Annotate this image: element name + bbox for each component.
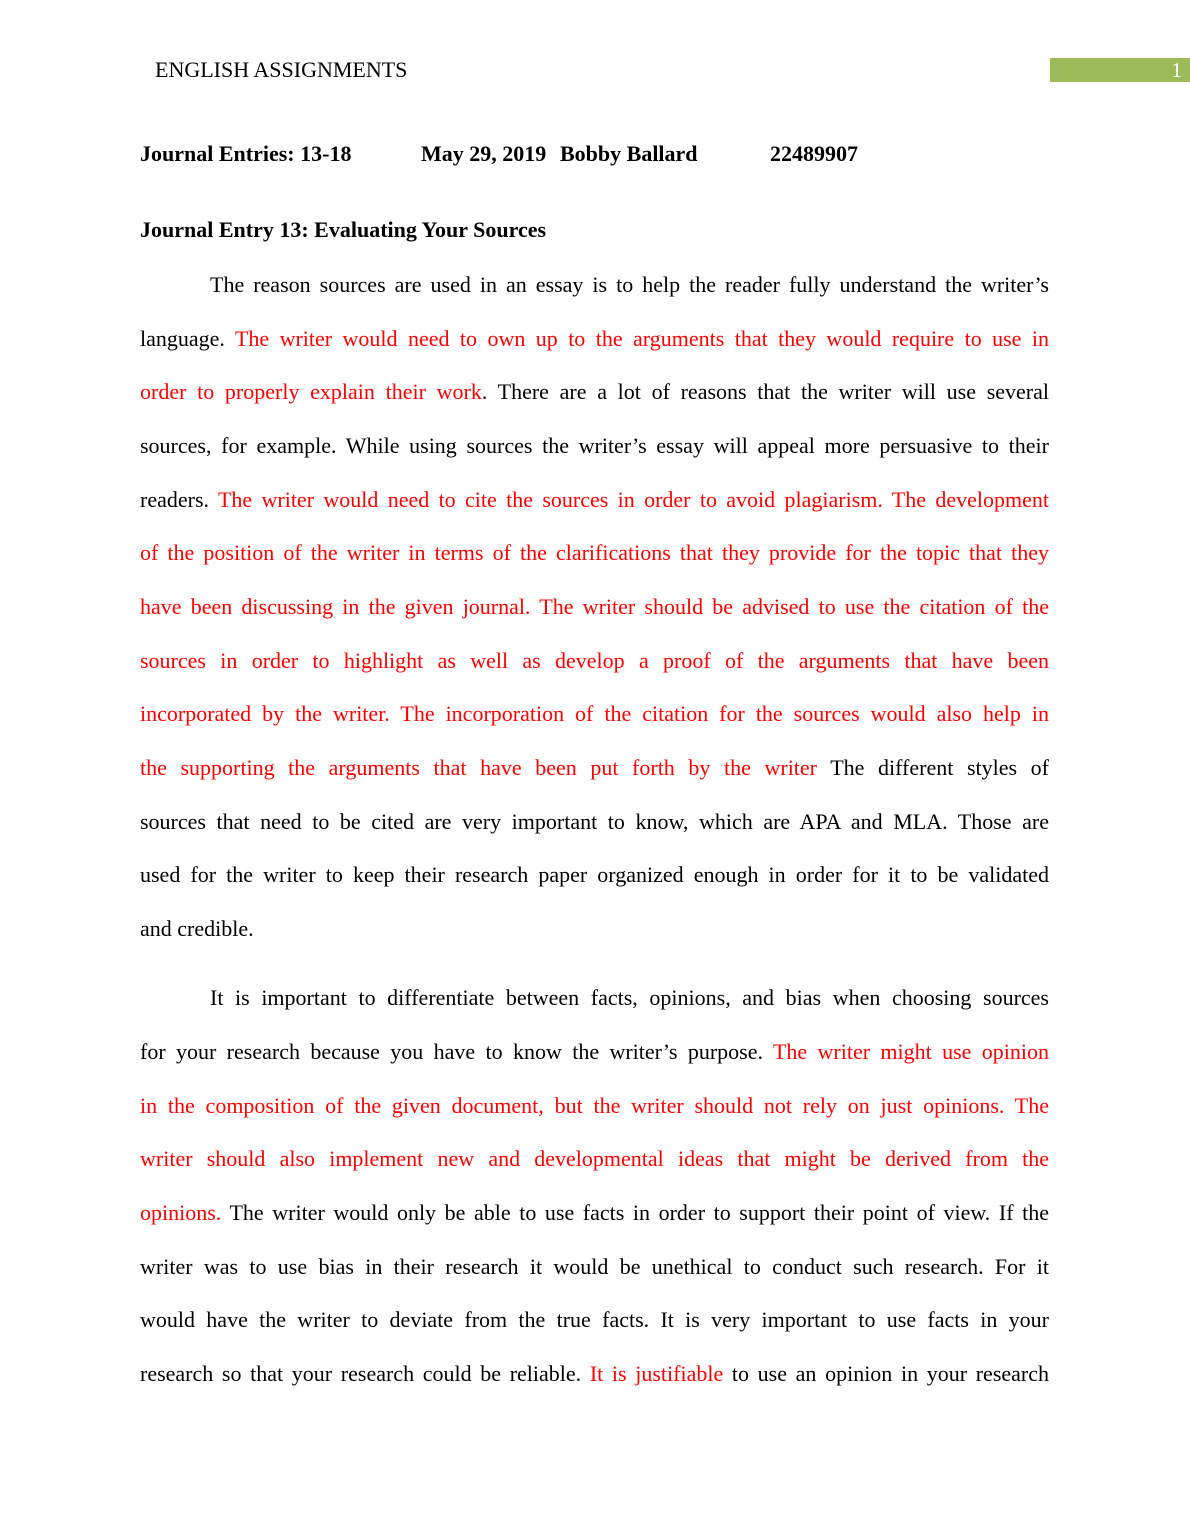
paragraph-line	[140, 862, 1049, 888]
highlighted-text: incorporated by the writer. The incorporation of the citation for the sources would also help in	[140, 701, 1049, 726]
highlighted-text: The writer would need to own up to the arguments that they would require to use in	[234, 326, 1049, 351]
paragraph-line	[140, 1254, 1049, 1280]
paragraph-line	[210, 985, 1049, 1011]
paragraph-line	[140, 487, 1049, 513]
paragraph-line	[140, 1361, 1049, 1387]
paragraph-line	[140, 326, 1049, 352]
journal-date: May 29, 2019	[421, 141, 547, 166]
paragraph-line	[140, 1093, 1049, 1119]
running-header-title: ENGLISH ASSIGNMENTS	[155, 57, 408, 82]
highlighted-text: of the position of the writer in terms of the clarifications that they provide for the topic that they	[140, 540, 1049, 565]
body-text-segment: to use an opinion in your research	[723, 1361, 1049, 1386]
body-text-segment: The reason sources are used in an essay is to help the reader fully understand the writer’s	[210, 272, 1049, 297]
highlighted-text: writer should also implement new and developmental ideas that might be derived from the	[140, 1146, 1049, 1171]
body-text-segment: It is important to differentiate between facts, opinions, and bias when choosing sources	[210, 985, 1049, 1010]
body-text-segment: readers.	[140, 487, 218, 512]
body-text-segment: The writer would only be able to use facts in order to support their point of view. If the	[221, 1200, 1049, 1225]
body-text-segment: would have the writer to deviate from the true facts. It is very important to use facts in your	[140, 1307, 1049, 1332]
body-text-segment: sources, for example. While using sources the writer’s essay will appeal more persuasive to their	[140, 433, 1049, 458]
student-id: 22489907	[770, 141, 858, 166]
body-text-segment: The different styles of	[817, 755, 1049, 780]
highlighted-text: The writer might use opinion	[772, 1039, 1049, 1064]
body-text-segment: . There are a lot of reasons that the writer will use several	[481, 379, 1050, 404]
body-text-segment: for your research because you have to know the writer’s purpose.	[140, 1039, 773, 1064]
paragraph-line	[140, 1146, 1049, 1172]
journal-entries-range: Journal Entries: 13-18	[140, 141, 352, 166]
paragraph-line	[140, 1200, 1049, 1226]
highlighted-text: sources in order to highlight as well as develop a proof of the arguments that have been	[140, 648, 1049, 673]
page-number: 1	[1171, 58, 1182, 82]
highlighted-text: opinions.	[140, 1200, 222, 1225]
entry-heading: Journal Entry 13: Evaluating Your Sources	[140, 217, 547, 242]
body-text-segment: sources that need to be cited are very important to know, which are APA and MLA. Those are	[140, 809, 1049, 834]
highlighted-text: in the composition of the given document, but the writer should not rely on just opinions. The	[140, 1093, 1049, 1118]
body-text-segment: used for the writer to keep their research paper organized enough in order for it to be validated	[140, 862, 1049, 887]
paragraph-line	[140, 701, 1049, 727]
highlighted-text: the supporting the arguments that have been put forth by the writer	[140, 755, 818, 780]
body-text-segment: writer was to use bias in their research it would be unethical to conduct such research. For it	[140, 1254, 1049, 1279]
body-text-segment: research so that your research could be reliable.	[140, 1361, 590, 1386]
paragraph-line	[140, 594, 1049, 620]
highlighted-text: have been discussing in the given journal. The writer should be advised to use the citation of the	[140, 594, 1049, 619]
page-number-badge	[1050, 58, 1190, 82]
paragraph-line	[140, 648, 1049, 674]
highlighted-text: order to properly explain their work	[140, 379, 482, 404]
body-text-segment: language.	[140, 326, 235, 351]
paragraph-line	[140, 379, 1049, 405]
paragraph-line	[140, 1307, 1049, 1333]
paragraph-line	[140, 916, 1049, 942]
paragraph-line	[140, 433, 1049, 459]
body-text-segment: and credible.	[140, 916, 254, 941]
paragraph-line	[140, 540, 1049, 566]
paragraph-line	[140, 809, 1049, 835]
paragraph-line	[140, 755, 1049, 781]
paragraph-line	[210, 272, 1049, 298]
paragraph-line	[140, 1039, 1049, 1065]
highlighted-text: It is justifiable	[589, 1361, 724, 1386]
author-name: Bobby Ballard	[560, 141, 698, 166]
highlighted-text: The writer would need to cite the sources in order to avoid plagiarism. The development	[217, 487, 1049, 512]
